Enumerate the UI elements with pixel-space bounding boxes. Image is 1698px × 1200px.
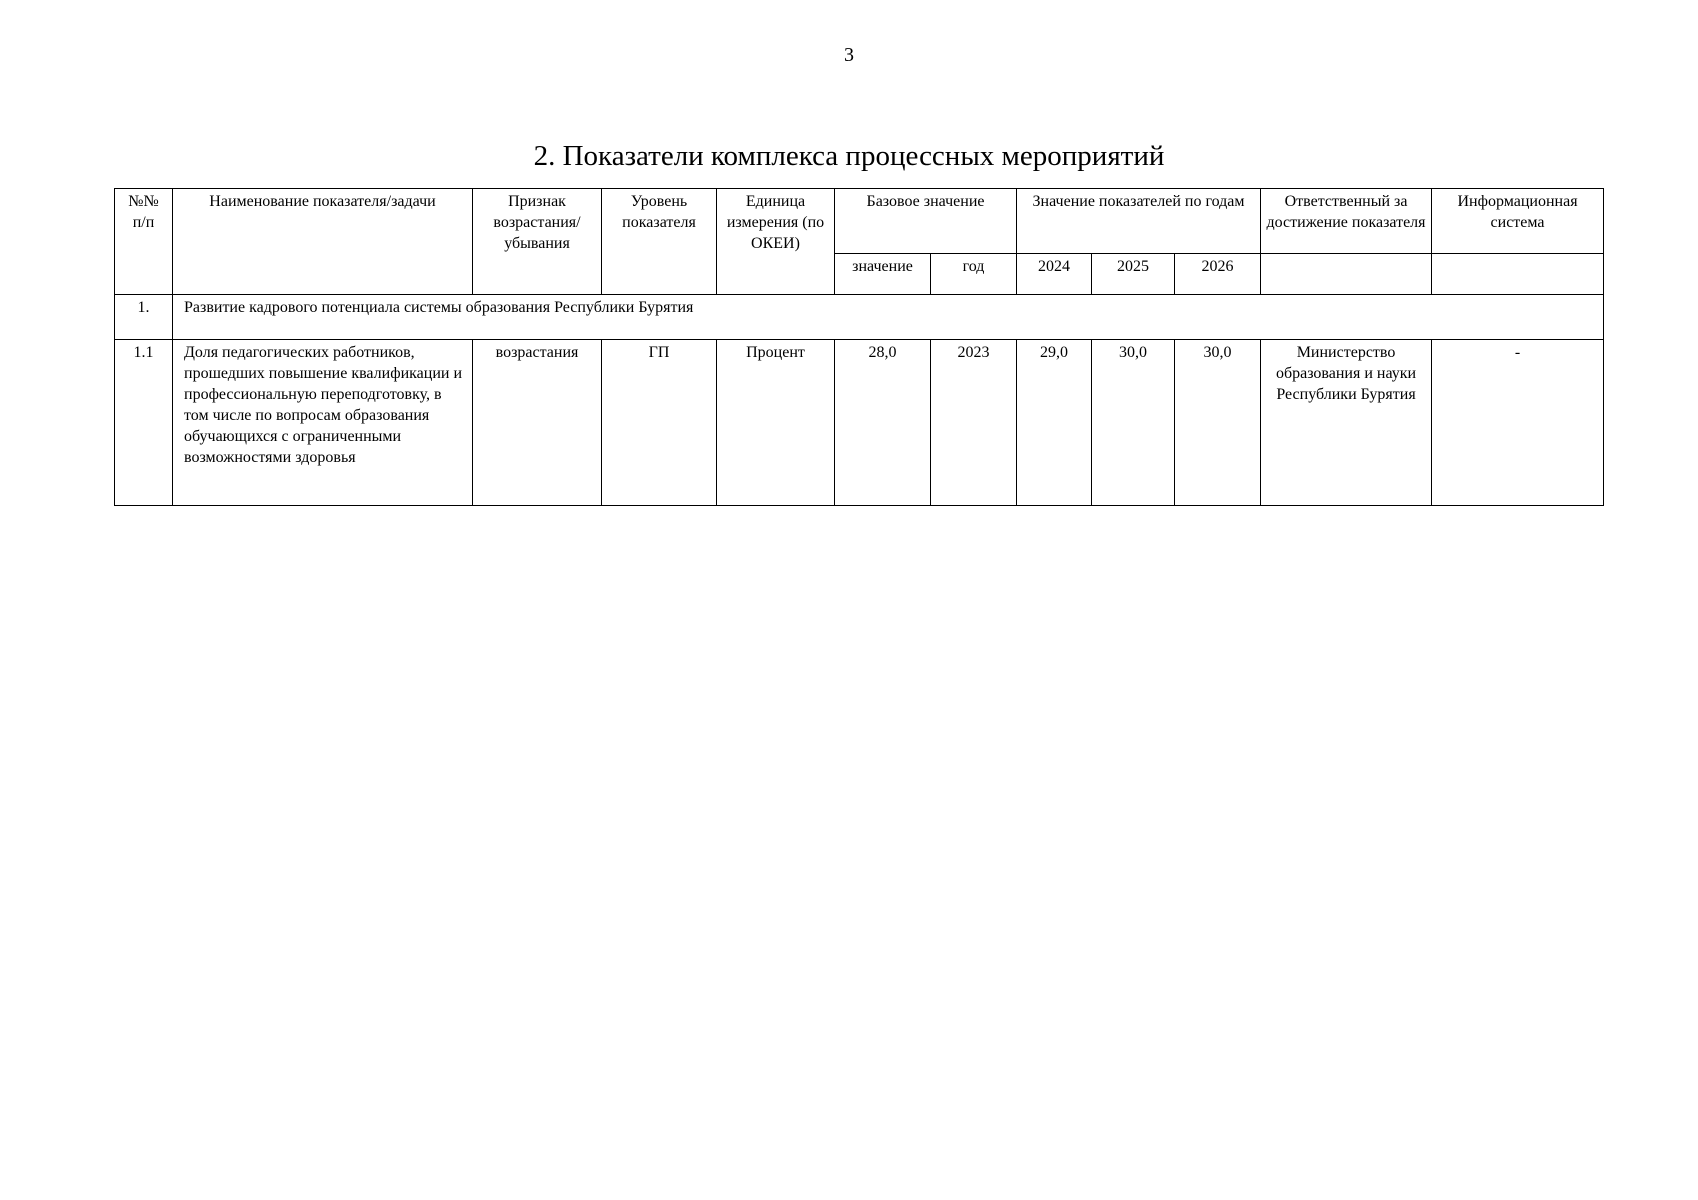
header-responsible-empty bbox=[1261, 254, 1432, 295]
task-row bbox=[115, 295, 1604, 340]
table-row bbox=[115, 340, 1604, 506]
row-trend: возрастания bbox=[473, 340, 602, 506]
row-info-system: - bbox=[1432, 340, 1604, 506]
header-info-system-empty bbox=[1432, 254, 1604, 295]
header-row bbox=[115, 189, 1604, 254]
section-title: 2. Показатели комплекса процессных мероприятий bbox=[533, 140, 1165, 172]
header-year-2024: 2024 bbox=[1017, 254, 1092, 295]
header-year-2025: 2025 bbox=[1092, 254, 1175, 295]
header-name: Наименование показателя/задачи bbox=[173, 189, 473, 295]
row-value-2025: 30,0 bbox=[1092, 340, 1175, 506]
header-values-by-year: Значение показателей по годам bbox=[1017, 189, 1261, 254]
header-level: Уровень показателя bbox=[602, 189, 717, 295]
row-num: 1.1 bbox=[115, 340, 173, 506]
header-num: №№ п/п bbox=[115, 189, 173, 295]
header-responsible: Ответственный за достижение показателя bbox=[1261, 189, 1432, 254]
header-unit: Единица измерения (по ОКЕИ) bbox=[717, 189, 835, 295]
page-number: 3 bbox=[844, 44, 854, 66]
row-base-value: 28,0 bbox=[835, 340, 931, 506]
header-base-value: значение bbox=[835, 254, 931, 295]
row-base-year: 2023 bbox=[931, 340, 1017, 506]
row-level: ГП bbox=[602, 340, 717, 506]
row-value-2024: 29,0 bbox=[1017, 340, 1092, 506]
row-unit: Процент bbox=[717, 340, 835, 506]
task-num: 1. bbox=[115, 295, 173, 340]
header-year-2026: 2026 bbox=[1175, 254, 1261, 295]
indicators-table bbox=[114, 188, 1604, 506]
header-base: Базовое значение bbox=[835, 189, 1017, 254]
row-name: Доля педагогических работников, прошедших повышение квалификации и профессиональную переподготовку, в том числе по вопросам образования обучающихся с ограниченными возможностями здоровья bbox=[173, 340, 473, 506]
row-value-2026: 30,0 bbox=[1175, 340, 1261, 506]
task-name: Развитие кадрового потенциала системы образования Республики Бурятия bbox=[173, 295, 1604, 340]
header-base-year: год bbox=[931, 254, 1017, 295]
header-trend: Признак возрастания/ убывания bbox=[473, 189, 602, 295]
row-responsible: Министерство образования и науки Республики Бурятия bbox=[1261, 340, 1432, 506]
header-info-system: Информационная система bbox=[1432, 189, 1604, 254]
